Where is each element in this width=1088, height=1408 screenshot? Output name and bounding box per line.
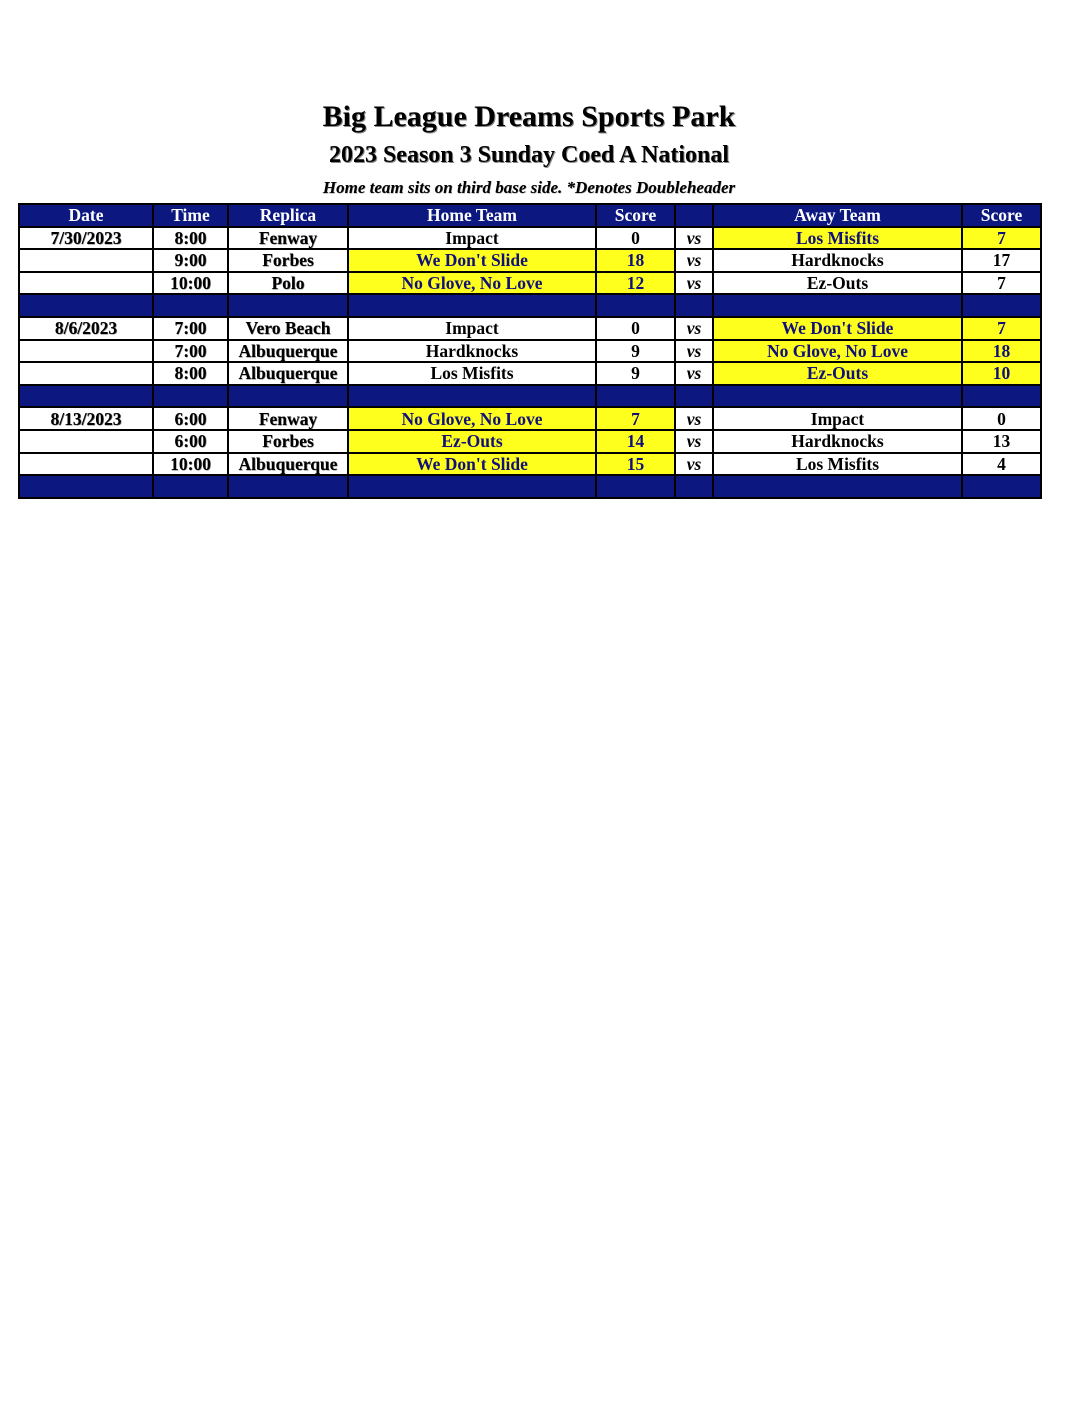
vs-cell: vs — [675, 453, 713, 476]
separator-cell — [19, 385, 153, 408]
game-row — [19, 453, 1041, 476]
separator-cell — [675, 475, 713, 498]
separator-cell — [348, 294, 596, 317]
away-score-cell: 13 — [962, 430, 1041, 453]
col-header-date: Date — [19, 204, 153, 227]
home-score-cell: 15 — [596, 453, 675, 476]
away-score-cell: 7 — [962, 317, 1041, 340]
away-team-cell: Ez-Outs — [713, 362, 962, 385]
date-cell — [19, 453, 153, 476]
away-team-cell: Ez-Outs — [713, 272, 962, 295]
page-title: Big League Dreams Sports Park — [322, 100, 736, 133]
game-row — [19, 362, 1041, 385]
home-team-cell: Hardknocks — [348, 340, 596, 363]
separator-cell — [153, 385, 228, 408]
time-cell: 8:00 — [153, 362, 228, 385]
replica-cell: Vero Beach — [228, 317, 348, 340]
home-team-cell: Impact — [348, 227, 596, 250]
schedule-body — [19, 227, 1041, 498]
col-header-replica: Replica — [228, 204, 348, 227]
date-cell: 7/30/2023 — [19, 227, 153, 250]
separator-cell — [675, 294, 713, 317]
game-row — [19, 249, 1041, 272]
vs-cell: vs — [675, 430, 713, 453]
home-score-cell: 18 — [596, 249, 675, 272]
vs-cell: vs — [675, 317, 713, 340]
replica-cell: Fenway — [228, 407, 348, 430]
home-team-cell: No Glove, No Love — [348, 272, 596, 295]
vs-cell: vs — [675, 227, 713, 250]
game-row — [19, 317, 1041, 340]
replica-cell: Polo — [228, 272, 348, 295]
separator-row — [19, 475, 1041, 498]
replica-cell: Forbes — [228, 249, 348, 272]
away-team-cell: Los Misfits — [713, 227, 962, 250]
away-score-cell: 18 — [962, 340, 1041, 363]
away-score-cell: 0 — [962, 407, 1041, 430]
replica-cell: Forbes — [228, 430, 348, 453]
schedule-table — [18, 203, 1042, 499]
vs-cell: vs — [675, 249, 713, 272]
home-score-cell: 14 — [596, 430, 675, 453]
game-row — [19, 227, 1041, 250]
replica-cell: Albuquerque — [228, 453, 348, 476]
vs-cell: vs — [675, 340, 713, 363]
schedule-note: Home team sits on third base side. *Denotes Doubleheader — [322, 178, 736, 197]
home-team-cell: We Don't Slide — [348, 249, 596, 272]
separator-cell — [348, 385, 596, 408]
away-score-cell: 7 — [962, 272, 1041, 295]
away-score-cell: 10 — [962, 362, 1041, 385]
time-cell: 9:00 — [153, 249, 228, 272]
home-score-cell: 9 — [596, 362, 675, 385]
col-header-away-score: Score — [962, 204, 1041, 227]
separator-row — [19, 385, 1041, 408]
time-cell: 10:00 — [153, 272, 228, 295]
separator-cell — [713, 385, 962, 408]
home-team-cell: Ez-Outs — [348, 430, 596, 453]
date-cell — [19, 272, 153, 295]
date-cell: 8/6/2023 — [19, 317, 153, 340]
separator-cell — [153, 475, 228, 498]
date-cell: 8/13/2023 — [19, 407, 153, 430]
separator-cell — [153, 294, 228, 317]
away-team-cell: Los Misfits — [713, 453, 962, 476]
table-header-row — [19, 204, 1041, 227]
col-header-away-team: Away Team — [713, 204, 962, 227]
separator-cell — [596, 475, 675, 498]
separator-cell — [228, 385, 348, 408]
time-cell: 7:00 — [153, 317, 228, 340]
separator-cell — [19, 294, 153, 317]
vs-cell: vs — [675, 362, 713, 385]
time-cell: 10:00 — [153, 453, 228, 476]
home-score-cell: 0 — [596, 227, 675, 250]
away-score-cell: 17 — [962, 249, 1041, 272]
date-cell — [19, 430, 153, 453]
away-team-cell: No Glove, No Love — [713, 340, 962, 363]
vs-cell: vs — [675, 407, 713, 430]
separator-cell — [596, 294, 675, 317]
separator-cell — [713, 294, 962, 317]
home-score-cell: 7 — [596, 407, 675, 430]
separator-cell — [596, 385, 675, 408]
col-header-home-score: Score — [596, 204, 675, 227]
separator-cell — [228, 294, 348, 317]
separator-cell — [19, 475, 153, 498]
game-row — [19, 407, 1041, 430]
separator-cell — [962, 294, 1041, 317]
home-score-cell: 9 — [596, 340, 675, 363]
vs-cell: vs — [675, 272, 713, 295]
col-header-vs — [675, 204, 713, 227]
separator-cell — [962, 475, 1041, 498]
away-score-cell: 7 — [962, 227, 1041, 250]
replica-cell: Fenway — [228, 227, 348, 250]
game-row — [19, 272, 1041, 295]
date-cell — [19, 362, 153, 385]
away-team-cell: We Don't Slide — [713, 317, 962, 340]
away-team-cell: Hardknocks — [713, 430, 962, 453]
time-cell: 8:00 — [153, 227, 228, 250]
home-score-cell: 12 — [596, 272, 675, 295]
game-row — [19, 430, 1041, 453]
game-row — [19, 340, 1041, 363]
time-cell: 6:00 — [153, 407, 228, 430]
col-header-home-team: Home Team — [348, 204, 596, 227]
home-team-cell: Impact — [348, 317, 596, 340]
home-team-cell: No Glove, No Love — [348, 407, 596, 430]
separator-cell — [228, 475, 348, 498]
separator-row — [19, 294, 1041, 317]
separator-cell — [348, 475, 596, 498]
replica-cell: Albuquerque — [228, 362, 348, 385]
date-cell — [19, 340, 153, 363]
separator-cell — [675, 385, 713, 408]
away-score-cell: 4 — [962, 453, 1041, 476]
separator-cell — [962, 385, 1041, 408]
home-score-cell: 0 — [596, 317, 675, 340]
home-team-cell: We Don't Slide — [348, 453, 596, 476]
time-cell: 7:00 — [153, 340, 228, 363]
home-team-cell: Los Misfits — [348, 362, 596, 385]
col-header-time: Time — [153, 204, 228, 227]
separator-cell — [713, 475, 962, 498]
date-cell — [19, 249, 153, 272]
away-team-cell: Impact — [713, 407, 962, 430]
replica-cell: Albuquerque — [228, 340, 348, 363]
time-cell: 6:00 — [153, 430, 228, 453]
page-subtitle: 2023 Season 3 Sunday Coed A National — [328, 142, 730, 168]
away-team-cell: Hardknocks — [713, 249, 962, 272]
